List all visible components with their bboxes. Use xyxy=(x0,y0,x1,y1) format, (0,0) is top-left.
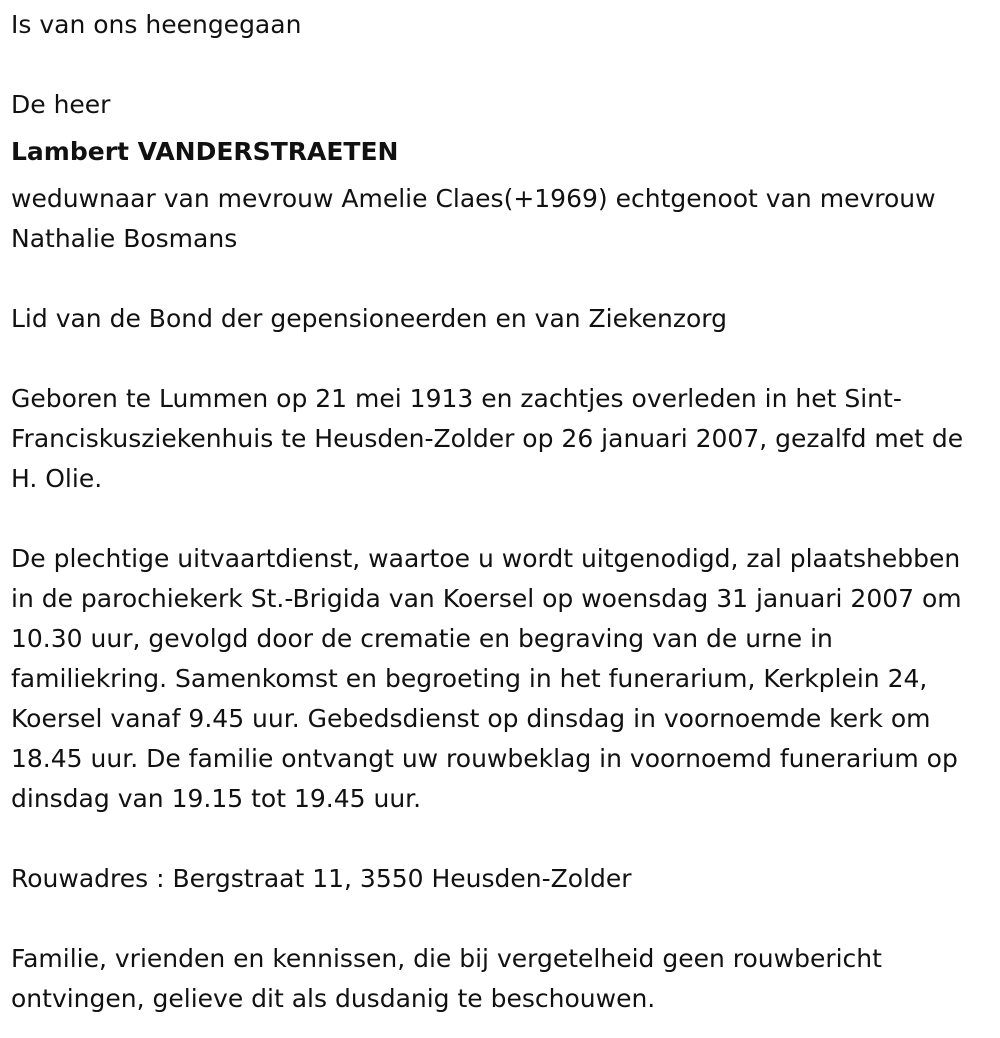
spacer xyxy=(11,339,990,379)
closing-text: Familie, vrienden en kennissen, die bij vergetelheid geen rouwbericht ontvingen, gelieve dit als dusdanig te beschouwen. xyxy=(11,944,882,1013)
spacer xyxy=(11,259,990,299)
membership-text: Lid van de Bond der gepensioneerden en van Ziekenzorg xyxy=(11,304,727,333)
deceased-name: Lambert VANDERSTRAETEN xyxy=(11,137,399,166)
birth-death-text: Geboren te Lummen op 21 mei 1913 en zachtjes overleden in het Sint-Franciskusziekenhuis te Heusden-Zolder op 26 januari 2007, gezalfd met de H. Olie. xyxy=(11,384,964,493)
relation-text: weduwnaar van mevrouw Amelie Claes(+1969) echtgenoot van mevrouw Nathalie Bosmans xyxy=(11,184,936,253)
address-text: Rouwadres : Bergstraat 11, 3550 Heusden-Zolder xyxy=(11,864,632,893)
intro-text: Is van ons heengegaan xyxy=(11,10,302,39)
spacer xyxy=(11,499,990,539)
spacer xyxy=(11,45,990,85)
funeral-text: De plechtige uitvaartdienst, waartoe u wordt uitgenodigd, zal plaatshebben in de parochiekerk St.-Brigida van Koersel op woensdag 31 januari 2007 om 10.30 uur, gevolgd door de crematie en begraving van de urne in familiekring. Samenkomst en begroeting in het funerarium, Kerkplein 24, Koersel vanaf 9.45 uur. Gebedsdienst op dinsdag in voornoemde kerk om 18.45 uur. De familie ontvangt uw rouwbeklag in voornoemd funerarium op dinsdag van 19.15 tot 19.45 uur. xyxy=(11,544,962,813)
spacer xyxy=(11,899,990,939)
spacer xyxy=(11,819,990,859)
title-prefix: De heer xyxy=(11,90,111,119)
